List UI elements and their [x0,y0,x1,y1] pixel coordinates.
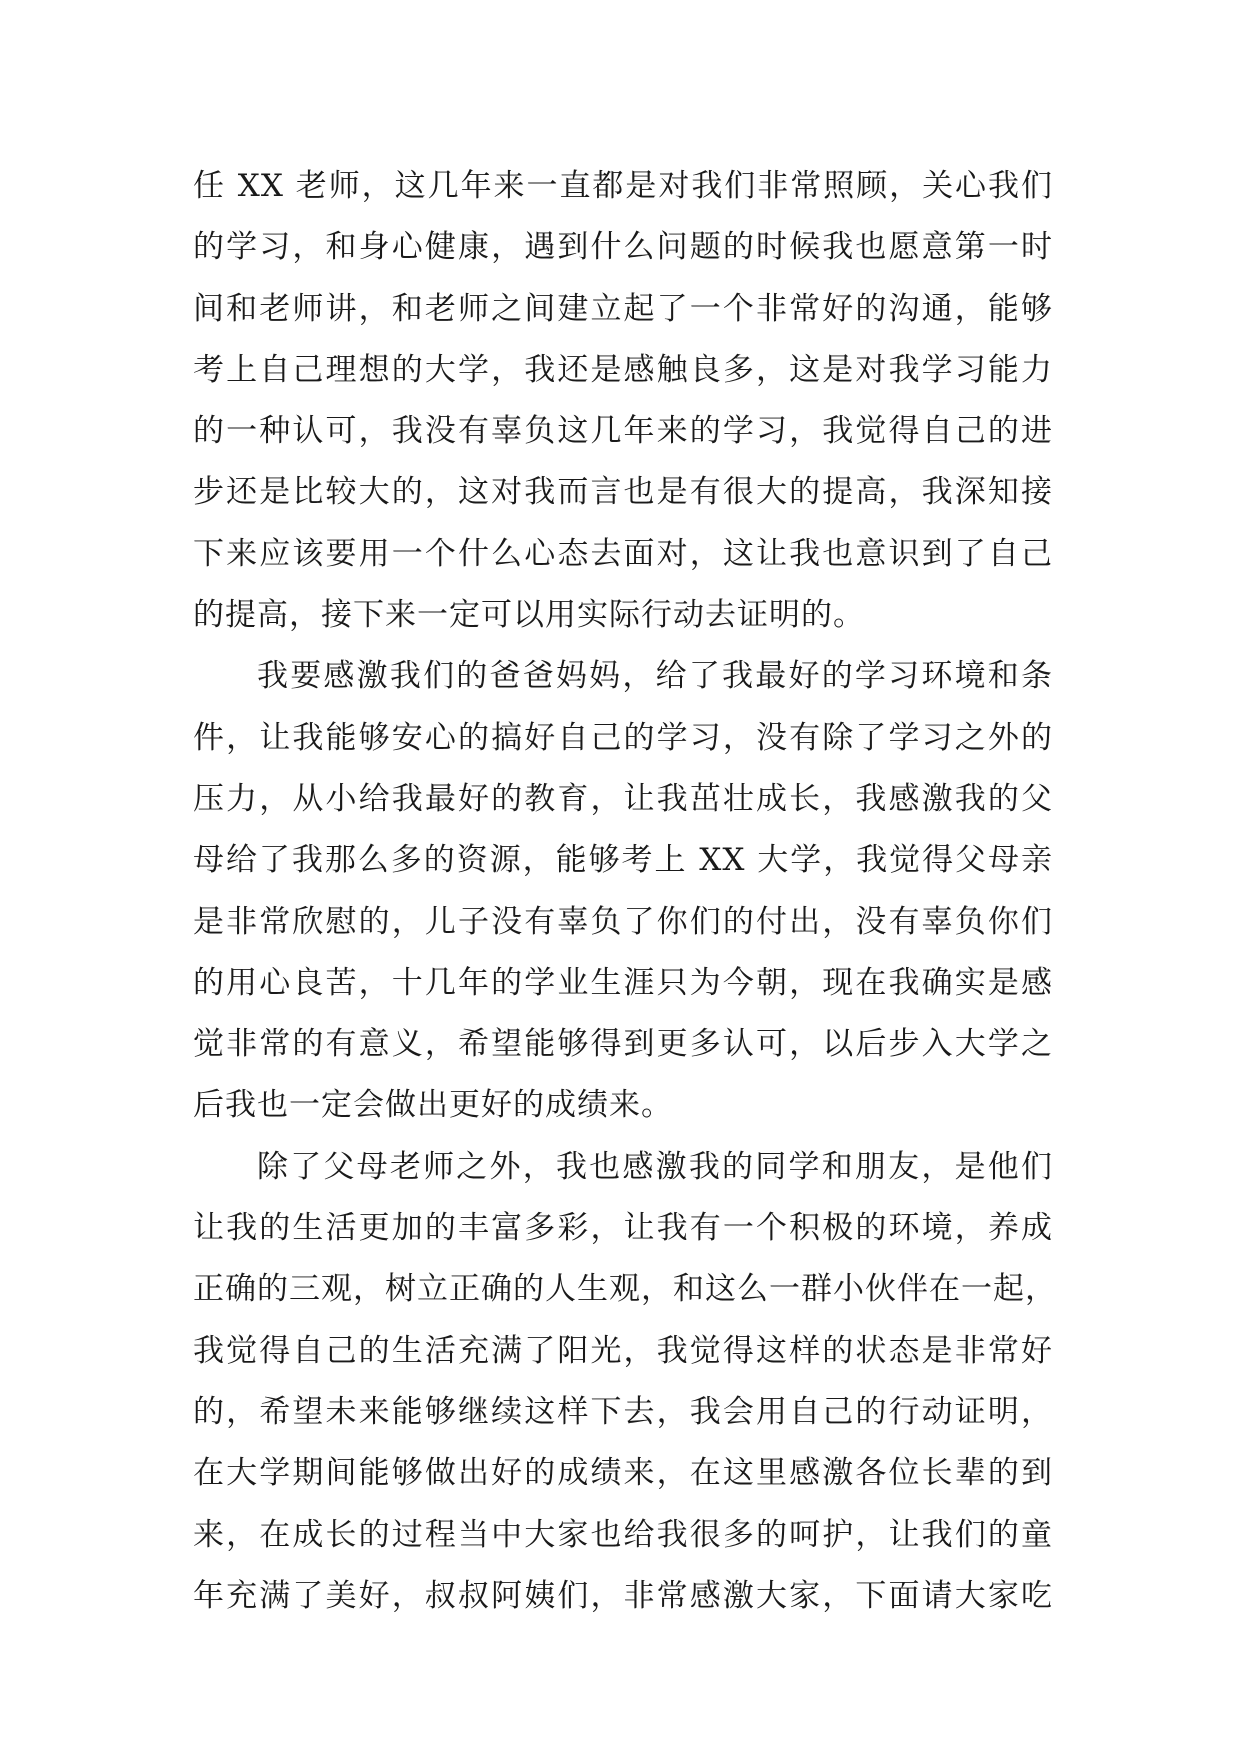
text-line: 步还是比较大的，这对我而言也是有很大的提高，我深知接 [193,474,1053,511]
text-line: 间和老师讲，和老师之间建立起了一个非常好的沟通，能够 [193,290,1053,327]
text-line: 除了父母老师之外，我也感激我的同学和朋友，是他们 [257,1148,1053,1185]
text-line: 的学习，和身心健康，遇到什么问题的时候我也愿意第一时 [193,229,1053,266]
text-line: 件，让我能够安心的搞好自己的学习，没有除了学习之外的 [193,719,1053,756]
text-line: 的一种认可，我没有辜负这几年来的学习，我觉得自己的进 [193,413,1053,450]
text-line: 的提高，接下来一定可以用实际行动去证明的。 [193,597,865,634]
paragraph-3 [193,1137,1057,1627]
paragraph-1 [193,156,1053,646]
text-line: 母给了我那么多的资源，能够考上 XX 大学，我觉得父母亲 [193,842,1053,879]
text-line: 觉非常的有意义，希望能够得到更多认可，以后步入大学之 [193,1026,1053,1063]
text-line: 下来应该要用一个什么心态去面对，这让我也意识到了自己 [193,535,1053,572]
text-line: 正确的三观，树立正确的人生观，和这么一群小伙伴在一起， [193,1271,1057,1308]
text-line: 在大学期间能够做出好的成绩来，在这里感激各位长辈的到 [193,1455,1053,1492]
text-line: 压力，从小给我最好的教育，让我茁壮成长，我感激我的父 [193,780,1053,817]
text-line: 让我的生活更加的丰富多彩，让我有一个积极的环境，养成 [193,1210,1053,1247]
text-line: 来，在成长的过程当中大家也给我很多的呵护，让我们的童 [193,1516,1053,1553]
document-body [193,156,1057,1627]
text-line: 的，希望未来能够继续这样下去，我会用自己的行动证明， [193,1393,1053,1430]
text-line: 我要感激我们的爸爸妈妈，给了我最好的学习环境和条 [257,658,1053,695]
text-line: 的用心良苦，十几年的学业生涯只为今朝，现在我确实是感 [193,964,1053,1001]
paragraph-2 [193,646,1053,1136]
text-line: 是非常欣慰的，儿子没有辜负了你们的付出，没有辜负你们 [193,903,1053,940]
text-line: 任 XX 老师，这几年来一直都是对我们非常照顾，关心我们 [193,168,1053,204]
text-line: 年充满了美好，叔叔阿姨们，非常感激大家，下面请大家吃 [193,1577,1053,1614]
text-line: 我觉得自己的生活充满了阳光，我觉得这样的状态是非常好 [193,1332,1053,1369]
text-line: 考上自己理想的大学，我还是感触良多，这是对我学习能力 [193,351,1053,388]
text-line: 后我也一定会做出更好的成绩来。 [193,1087,673,1124]
